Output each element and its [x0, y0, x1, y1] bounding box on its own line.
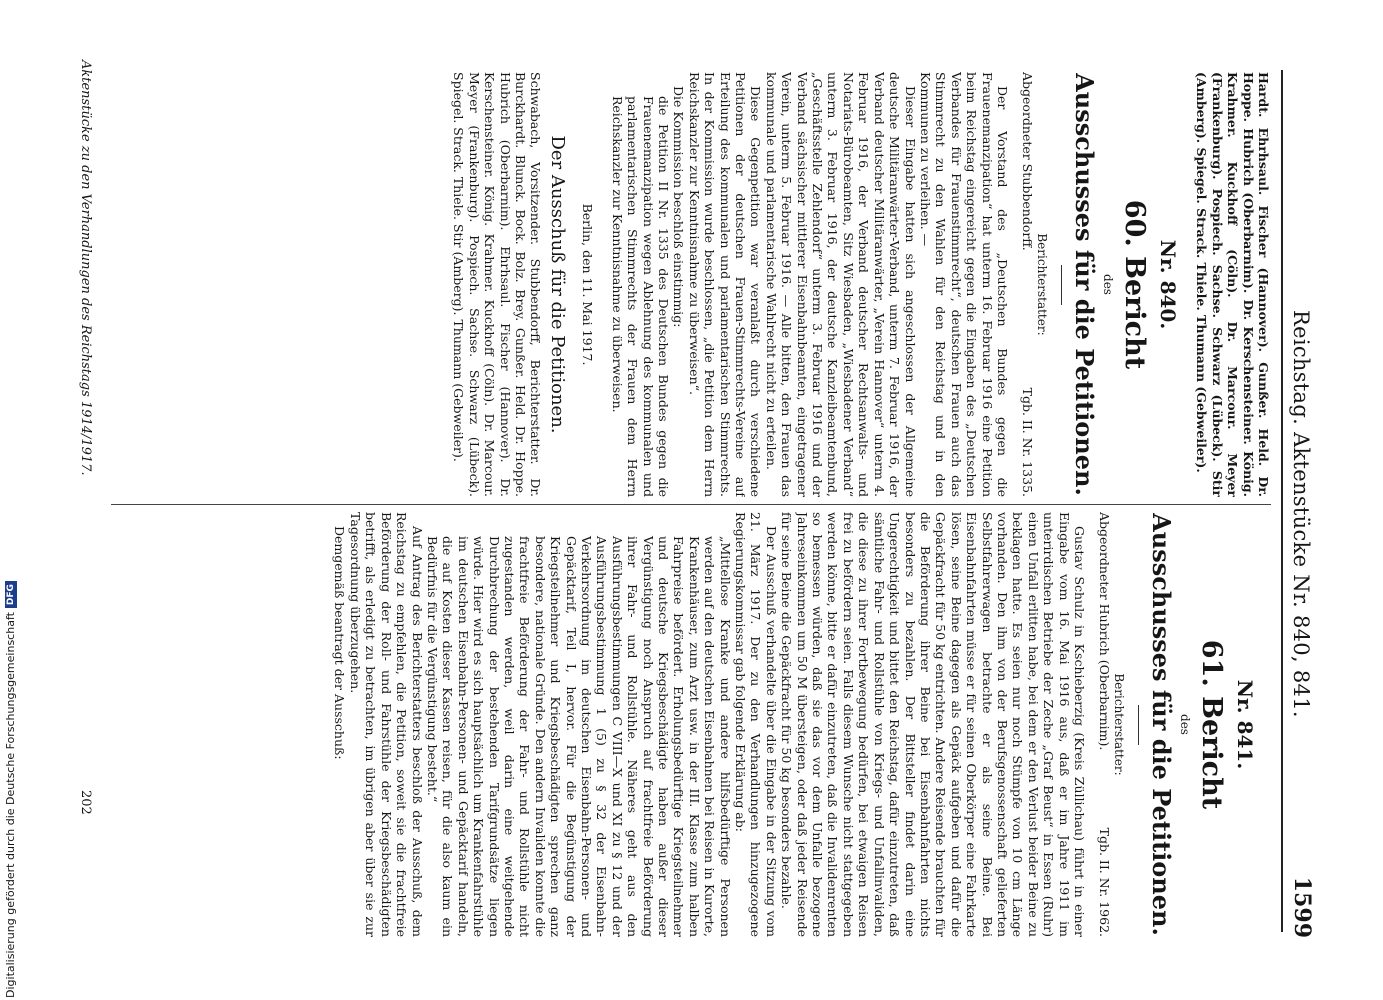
- dfg-logo: DFG: [5, 581, 17, 608]
- signature-block: Schwabach, Vorsitzender. Stubbendorff, Berichterstatter. Dr. Burckhardt. Blunck. Bock. Bolz. Brey. Gunßer. Held. Dr. Hoppe. Hubrich (Oberbarnim). Ehrhsaul. Fischer (Hannover). Dr. Kerschensteiner. König. Krahmer. Kuckhoff (Cöln). Dr. Marcour. Meyer (Frankenburg). Pospiech. Sachse. Schwarz (Lübeck). Spiegel. Strack. Thiele. Stir (Amberg). Thumann (Gebweiler).: [451, 72, 544, 497]
- report-title-60: 60. Bericht: [1118, 199, 1150, 370]
- committee-heading: Ausschusses für die Petitionen.: [1147, 513, 1176, 936]
- digitization-text: Digitalisierung gefördert durch die Deutsche Forschungsgemeinschaft: [4, 612, 17, 998]
- digitization-note: [4, 581, 17, 998]
- rapporteur-label: Berichterstatter:: [1034, 233, 1049, 336]
- committee-heading: Ausschusses für die Petitionen.: [1069, 73, 1099, 496]
- paragraph: Die Kommission beschloß einstimmig:: [671, 86, 687, 328]
- left-column: [111, 72, 1271, 497]
- page-header: [1281, 70, 1315, 938]
- right-column: [111, 512, 1271, 937]
- paragraph: Gustav Schulz in Kschieberzig (Kreis Züllichau) führt in einer Eingabe vom 16. Mai 1916 aus, daß er im Jahre 1911 im unterirdischen Betriebe der Zeche „Graf Beust“ in Essen (Ruhr) einen Unfall erlitten habe, bei dem er den Verlust beider Beine zu beklagen hatte. Es seien nur noch Stümpfe von 10 cm Länge vorhanden. Den ihm von der Berufsgenossenschaft gelieferten Selbstfahrerwagen betrachte er als seine Beine. Bei Eisenbahnfahrten müsse er für seinen Oberkörper eine Fahrkarte lösen, seine Beine dagegen als Gepäck aufgeben und dafür die Gepäckfracht für 50 kg entrichten. Andere Reisende brauchten für die Beförderung ihrer Beine bei Eisenbahnfahrten nichts besonders zu bezahlen. Der Bittsteller findet darin eine Ungerechtigkeit und bittet den Reichstag, dafür einzutreten, daß sämtliche Fahr- und Rollstühle von Kriegs- und Unfallinvaliden, die diese zu ihrer Fortbewegung bedürfen, bei etwaigen Reisen frei zu befördern seien. Falls diesem Wunsche nicht stattgegeben werden könne, bitte er dafür einzutreten, daß die Invalidenrenten so bemessen würden, daß sie das vor dem Unfalle bezogene Jahreseinkommen um 50 M übersteigen, oder daß jeder Reisende für seine Beine die Gepäckfracht für 50 kg besonders bezahle.: [779, 512, 1087, 937]
- rapporteur-label: Berichterstatter:: [1112, 673, 1126, 776]
- des-label: des: [1100, 274, 1115, 295]
- rapporteur-name: Abgeordneter Stubbendorff.: [1019, 72, 1035, 251]
- date-line: Berlin, den 11. Mai 1917.: [580, 203, 596, 366]
- doc-number-841: Nr. 841.: [1233, 679, 1257, 770]
- divider: [1138, 705, 1139, 745]
- des-label: des: [1178, 714, 1192, 735]
- header-title: Reichstag. Aktenstücke Nr. 840, 841.: [1289, 310, 1313, 718]
- rapporteur-name: Abgeordneter Hubrich (Oberbarnim).: [1097, 512, 1112, 751]
- paragraph: Auf Antrag des Berichterstatters beschloß der Ausschuß, dem Reichstag zu empfehlen, die Petition, soweit sie die frachtfreie Beförderung der Roll- und Fahrstühle der Kriegsbeschädigten betrifft, als erledigt zu betrachten, im übrigen aber über sie zur Tagesordnung überzugehen.: [347, 512, 425, 937]
- signature-heading: Der Ausschuß für die Petitionen.: [547, 135, 569, 434]
- paragraph: Diese Gegenpetition war veranlaßt durch verschiedene Petitionen der deutschen Frauen-Stimmrechts-Vereine auf Erteilung des kommunalen und parlamentarischen Stimmrechts. In der Kommission wurde beschlossen, „die Petition dem Herrn Reichskanzler zur Kenntnisnahme zu überweisen“.: [686, 72, 764, 497]
- journal-number: Tgb. II. Nr. 1962.: [1097, 827, 1112, 937]
- report-title-61: 61. Bericht: [1196, 639, 1227, 810]
- rapporteur-row: [1097, 512, 1112, 937]
- paragraph: Der Ausschuß verhandelte über die Eingabe in der Sitzung vom 21. März 1917. Der zu den Verhandlungen hinzugezogene Regierungskommissar gab folgende Erklärung ab:: [733, 512, 779, 937]
- footer-source: Aktenstücke zu den Verhandlungen des Reichstags 1914/1917.: [78, 60, 93, 476]
- resolution-quote: die Petition II Nr. 1335 des Deutschen Bundes gegen die Frauenemanzipation wegen Ablehnung des kommunalen und parlamentarischen Stimmrechts der Frauen dem Herrn Reichskanzler zur Kenntnisnahme zu überweisen.: [609, 96, 672, 497]
- column-divider: [111, 504, 1271, 505]
- doc-number-840: Nr. 840.: [1155, 239, 1180, 330]
- divider: [1061, 265, 1062, 305]
- paragraph: Dieser Eingabe hatten sich angeschlossen der Allgemeine deutsche Militäranwärter-Verband, unterm 7. Februar 1916, der Verband deutscher Militäranwärter, „Verein Hannover“ unterm 4. Februar 1916, der Verband deutscher Rechtsanwalts- und Notariats-Bürobeamten, Sitz Wiesbaden, „Wiesbadener Verband“ unterm 3. Februar 1916, der deutsche Kanzleibeamtenbund, „Geschäftsstelle Zehlendorf“ unterm 3. Februar 1916 und der Verband sächsischer mittlerer Eisenbahnbeamten, eingetragener Verein, unterm 5. Februar 1916. — Alle bitten, den Frauen das kommunale und parlamentarische Wahlrecht nicht zu erteilen.: [763, 72, 918, 497]
- rapporteur-row: [1020, 72, 1035, 497]
- journal-number: Tgb. II. Nr. 1335.: [1019, 387, 1035, 497]
- government-statement: „Mittellose Kranke und andere hilfsbedürftige Personen werden auf den deutschen Eisenbahnen bei Reisen in Kurorte, Krankenhäuser, zum Arzt usw. in der III. Klasse zum halben Fahrpreise befördert. Erholungsbedürftige Kriegsteilnehmer und deutsche Kriegsbeschädigte haben außer dieser Vergünstigung noch Anspruch auf frachtfreie Beförderung ihrer Fahr- und Rollstühle. Näheres geht aus den Ausführungsbestimmungen C VIII—X und XI zu § 12 und der Ausführungsbestimmung 1 (5) zu § 32 der Eisenbahn-Verkehrsordnung im deutschen Eisenbahn-Personen- und Gepäcktarif, Teil I, hervor. Für die Begünstigung der Kriegsteilnehmer und Kriegsbeschädigten sprechen ganz besondere, nationale Gründe. Den andern Invaliden konnte die frachtfreie Beförderung der Fahr- und Rollstühle nicht zugestanden werden, weil darin eine weitgehende Durchbrechung der bestehenden Tarifgrundsätze liegen würde. Hier wird es sich hauptsächlich um Krankenfahrstühle im deutschen Eisenbahn-Personen- und Gepäcktarif handeln, die auf Kosten dieser Kassen reisen, für die also kaum ein Bedürfnis für die Vergünstigung besteht.“: [424, 536, 733, 937]
- footer-folio: 202: [78, 790, 93, 815]
- paragraph: Demgemäß beantragt der Ausschuß:: [332, 526, 348, 760]
- members-list: Hardt. Ehrhsaul. Fischer (Hannover). Gunßer. Held. Dr. Hoppe. Hubrich (Oberbarnim). Dr. Kerschensteiner. König. Krahmer. Kuckhoff (Cöln). Dr. Marcour. Meyer (Frankenburg). Pospiech. Sachse. Schwarz (Lübeck). Stir (Amberg). Spiegel. Strack. Thiele. Thumann (Gebweiler).: [1194, 72, 1271, 497]
- page-number: 1599: [1289, 876, 1315, 938]
- paragraph: Der Vorstand des „Deutschen Bundes gegen die Frauenemanzipation“ hat unterm 16. Februar 1916 eine Petition beim Reichstag eingereicht gegen die Eingaben des „Deutschen Verbandes für Frauenstimmrecht“, deutschen Frauen auch das Stimmrecht zu den Wahlen für den Reichstag und in den Kommunen zu verleihen. —: [917, 72, 1010, 497]
